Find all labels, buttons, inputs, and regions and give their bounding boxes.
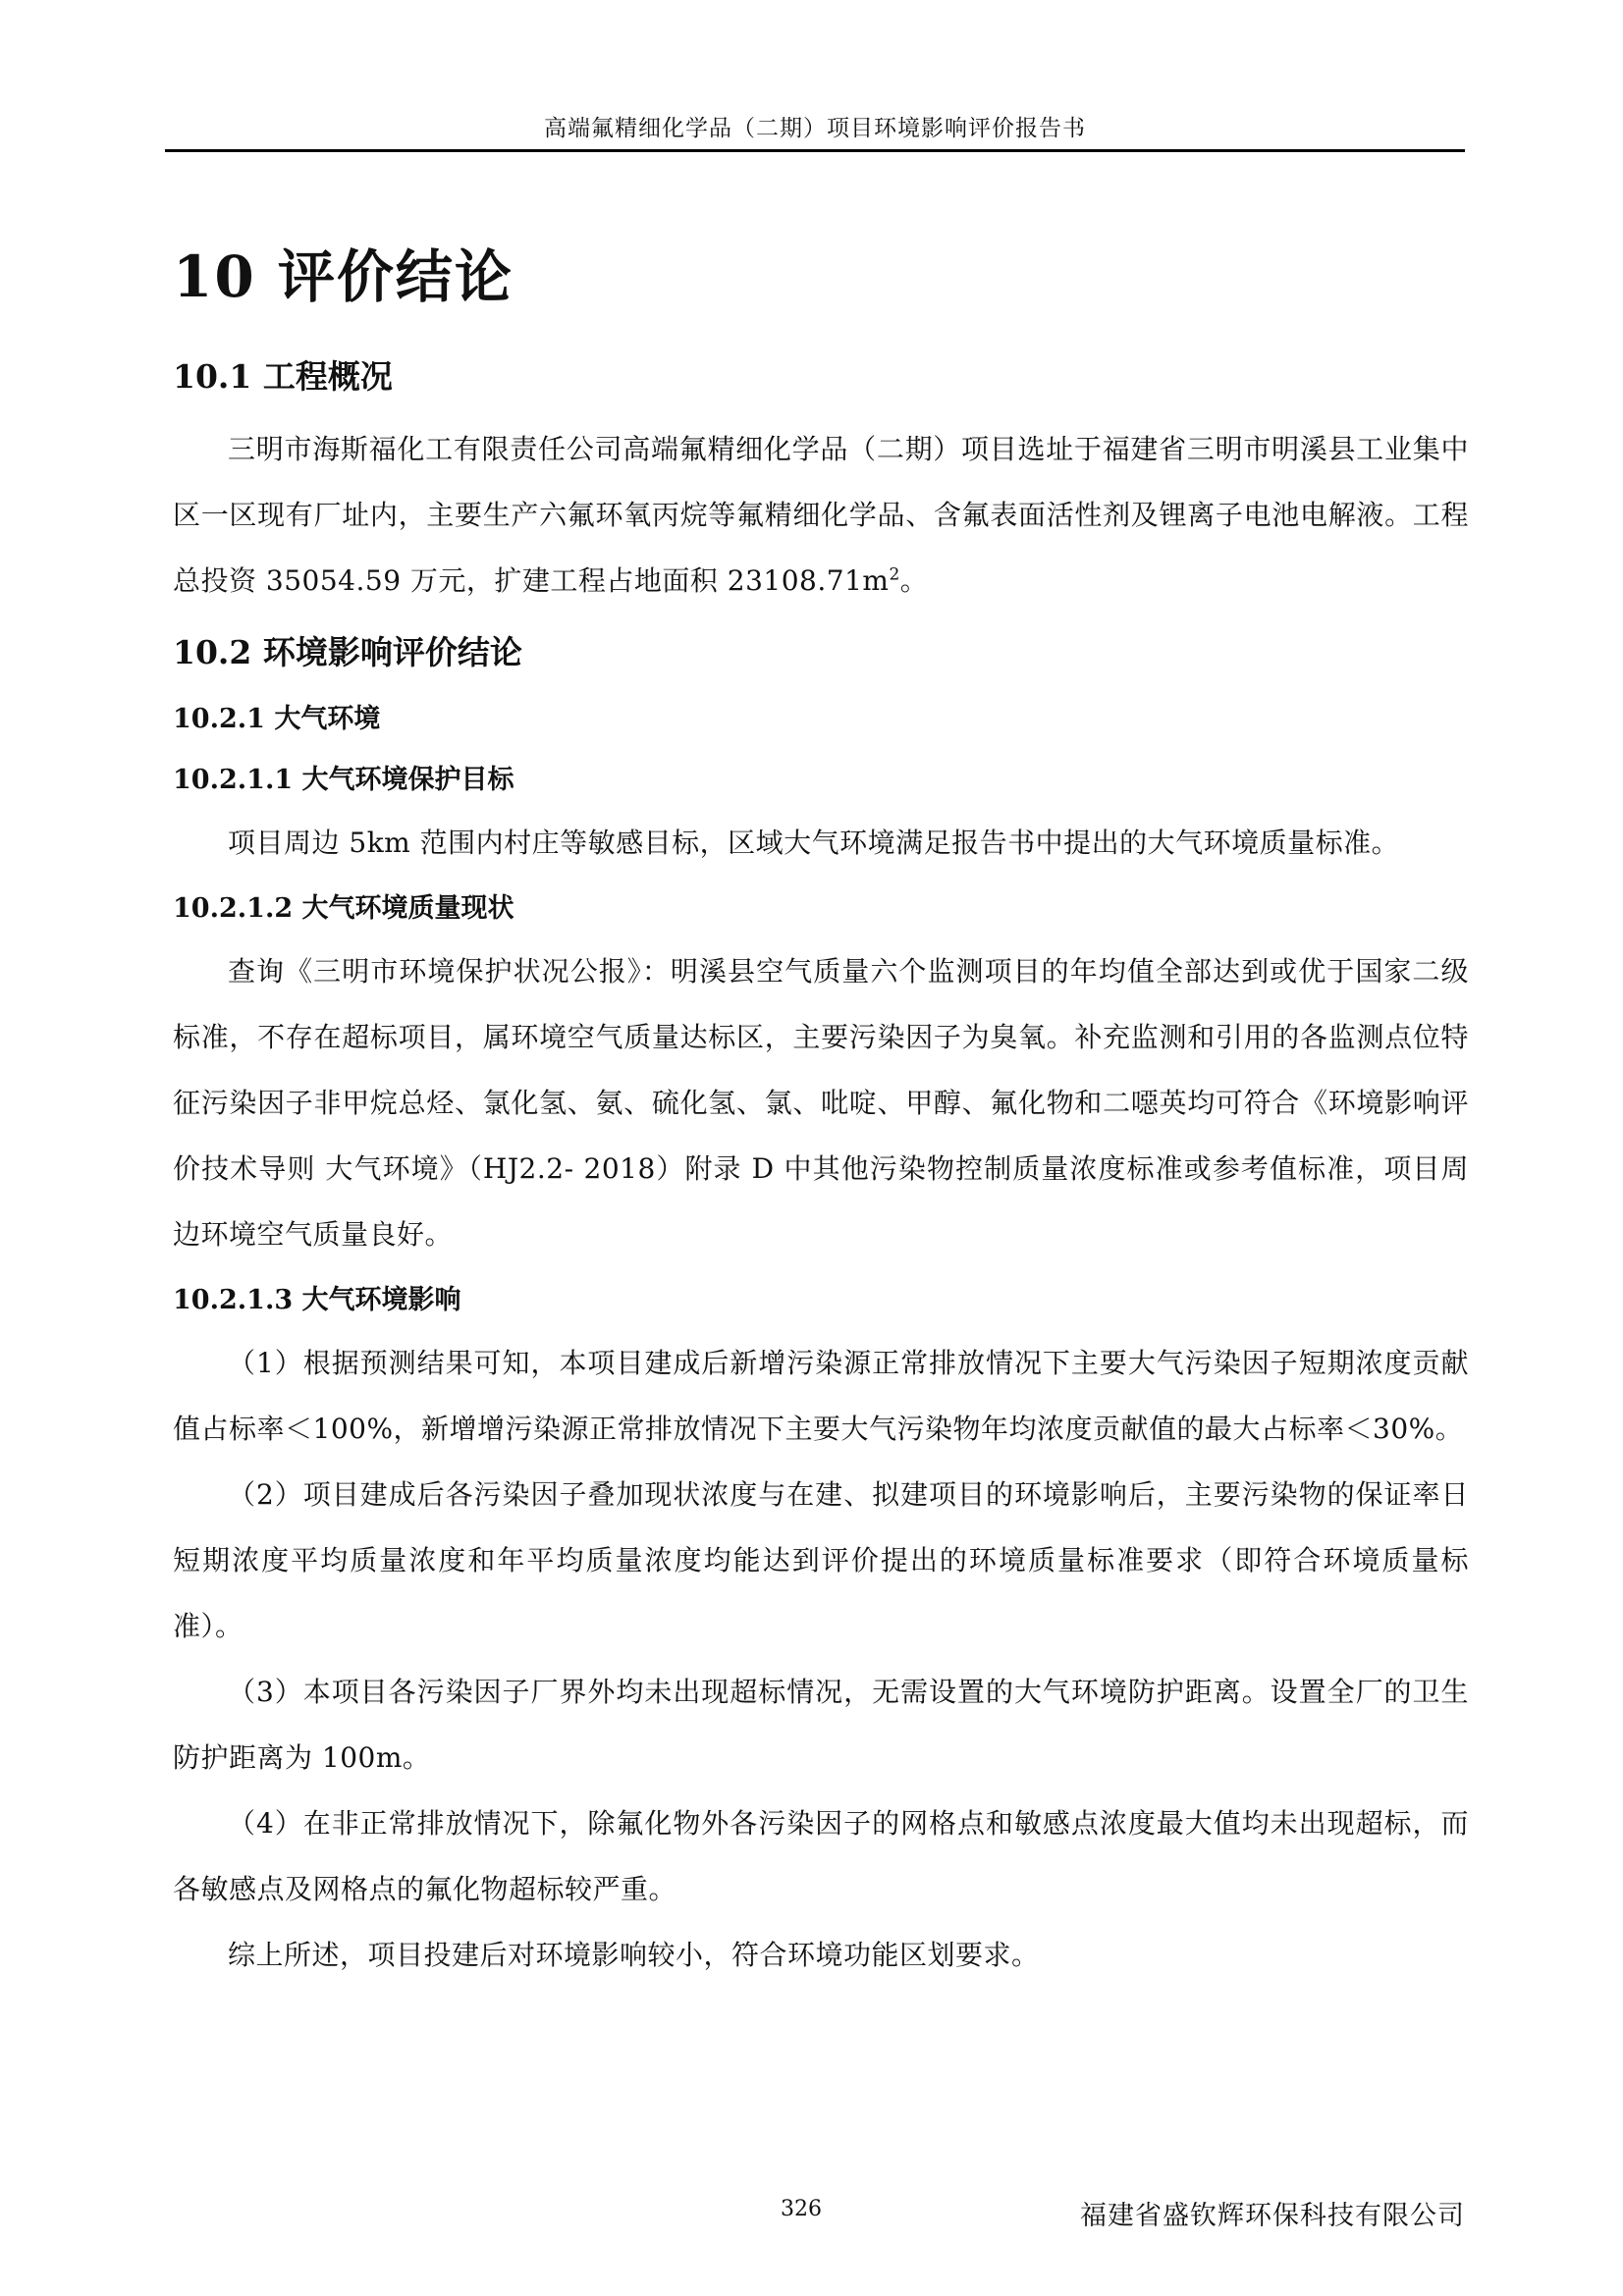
section-heading-10-2: 10.2 环境影响评价结论 <box>173 633 522 671</box>
document-body <box>173 236 1469 1988</box>
project-overview-paragraph <box>173 416 1469 614</box>
page-header: 高端氟精细化学品（二期）项目环境影响评价报告书 <box>544 116 1086 141</box>
header-divider <box>165 149 1465 152</box>
protection-target-paragraph: 项目周边 5km 范围内村庄等敏感目标，区域大气环境满足报告书中提出的大气环境质量标准。 <box>228 827 1400 859</box>
impact-paragraph-1: （1）根据预测结果可知，本项目建成后新增污染源正常排放情况下主要大气污染因子短期浓度贡献值占标率＜100%，新增增污染源正常排放情况下主要大气污染物年均浓度贡献值的最大占标率＜30%。 <box>173 1347 1469 1445</box>
impact-paragraph-4: （4）在非正常排放情况下，除氟化物外各污染因子的网格点和敏感点浓度最大值均未出现超标，而各敏感点及网格点的氟化物超标较严重。 <box>173 1807 1469 1905</box>
section-heading-10-1: 10.1 工程概况 <box>173 357 393 396</box>
superscript-2: 2 <box>889 564 900 585</box>
impact-summary-paragraph: 综上所述，项目投建后对环境影响较小，符合环境功能区划要求。 <box>228 1939 1040 1971</box>
section-heading-10-2-1-1: 10.2.1.1 大气环境保护目标 <box>173 765 514 795</box>
overview-text-end: 。 <box>899 564 929 597</box>
section-heading-10-2-1-3: 10.2.1.3 大气环境影响 <box>173 1285 461 1315</box>
section-heading-10-2-1: 10.2.1 大气环境 <box>173 704 381 734</box>
impact-paragraph-2: （2）项目建成后各污染因子叠加现状浓度与在建、拟建项目的环境影响后，主要污染物的保证率日短期浓度平均质量浓度和年平均质量浓度均能达到评价提出的环境质量标准要求（即符合环境质量标准）。 <box>173 1478 1469 1642</box>
overview-text: 三明市海斯福化工有限责任公司高端氟精细化学品（二期）项目选址于福建省三明市明溪县工业集中区一区现有厂址内，主要生产六氟环氧丙烷等氟精细化学品、含氟表面活性剂及锂离子电池电解液。工程总投资 35054.59 万元，扩建工程占地面积 23108.71m <box>173 433 1469 597</box>
impact-paragraph-3: （3）本项目各污染因子厂界外均未出现超标情况，无需设置的大气环境防护距离。设置全厂的卫生防护距离为 100m。 <box>173 1676 1469 1774</box>
section-heading-10-2-1-2: 10.2.1.2 大气环境质量现状 <box>173 893 514 924</box>
chapter-title: 10 评价结论 <box>173 243 514 310</box>
page-number: 326 <box>781 2197 822 2221</box>
footer-company-name: 福建省盛钦辉环保科技有限公司 <box>1080 2201 1465 2231</box>
quality-status-paragraph: 查询《三明市环境保护状况公报》：明溪县空气质量六个监测项目的年均值全部达到或优于国家二级标准，不存在超标项目，属环境空气质量达标区，主要污染因子为臭氧。补充监测和引用的各监测点位特征污染因子非甲烷总烃、氯化氢、氨、硫化氢、氯、吡啶、甲醇、氟化物和二噁英均可符合《环境影响评价技术导则 大气环境》（HJ2.2- 2018）附录 D 中其他污染物控制质量浓度标准或参考值标准，项目周边环境空气质量良好。 <box>173 955 1469 1251</box>
